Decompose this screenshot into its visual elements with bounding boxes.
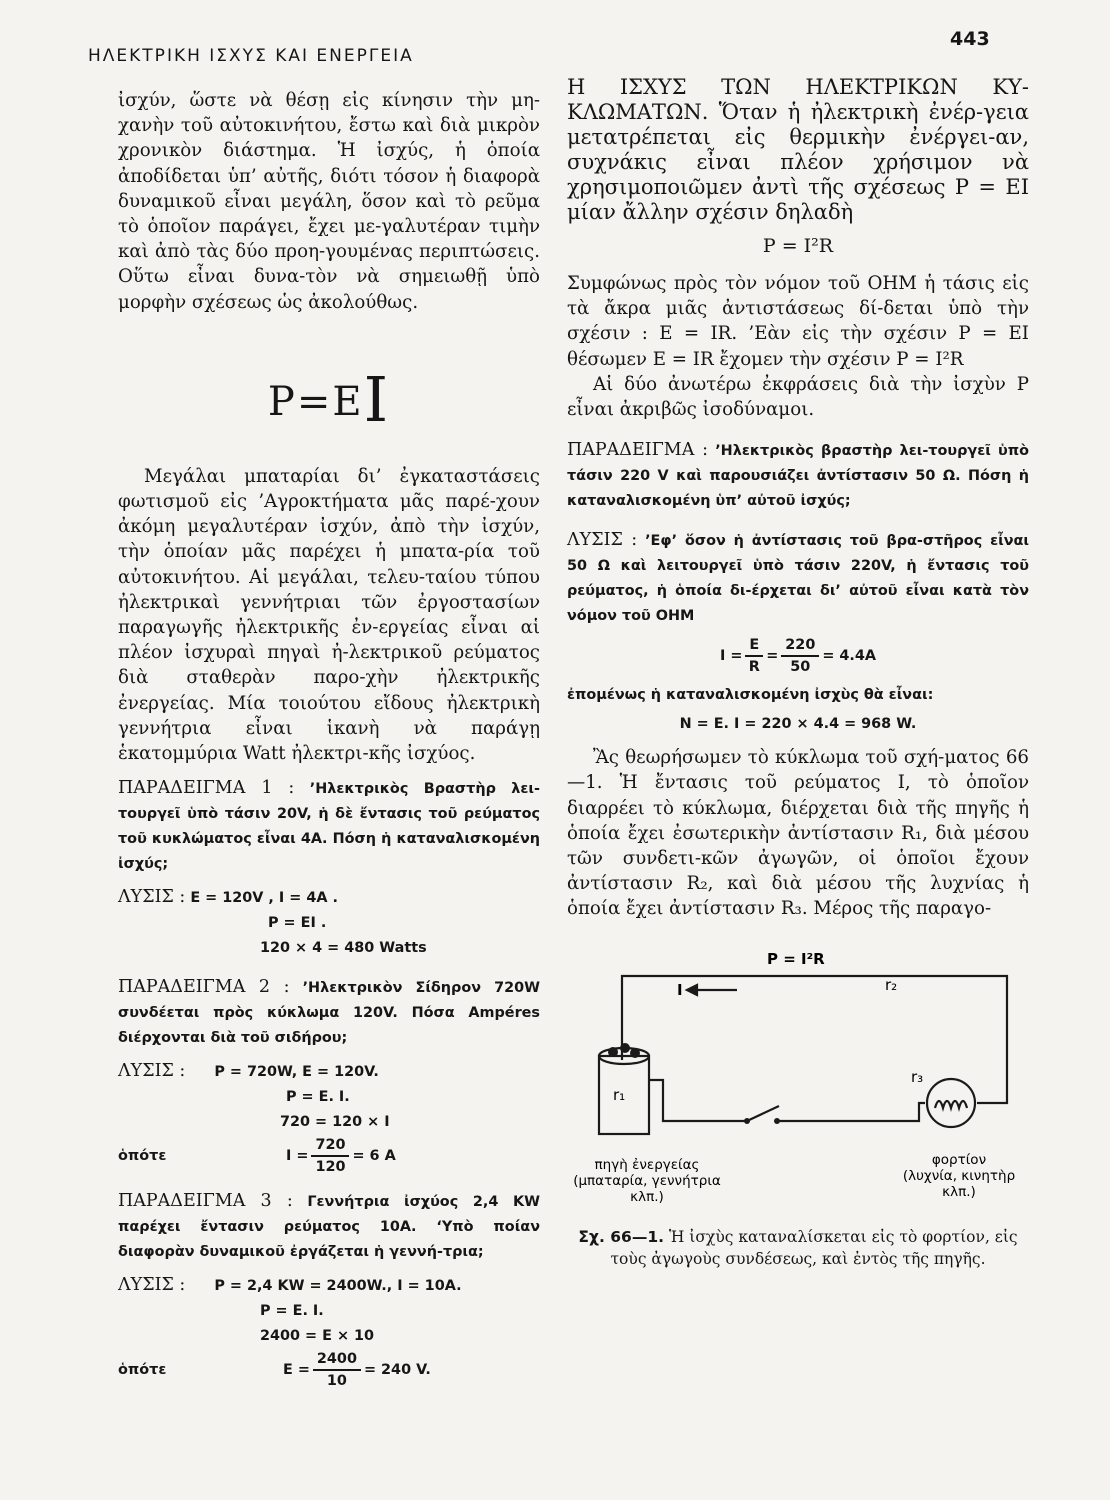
paragraph-generators: Μεγάλαι μπαταρίαι δι’ ἐγκαταστάσεις φωτισμοῦ εἰς ’Αγροκτήματα μᾶς παρέ-χουν ἀκόμη μεγαλυτέραν ἰσχύν, ἀπὸ τὴν ἰσχύν, τὴν ὁποίαν μᾶς παρέχει ἡ μπατα-ρία τοῦ αὐτοκινήτου. Αἱ μεγάλαι, τελευ-ταίου τύπου ἠλεκτρικαὶ γεννήτριαι τῶν ἐργοστασίων παραγωγῆς ἠλεκτρικῆς ἐν-εργείας εἶναι αἱ πλέον ἰσχυραὶ πηγαὶ ἠ-λεκτρικοῦ ρεύματος διὰ σταθερὰν παρο-χὴν ἠλεκτρικῆς ἐνεργείας. Μία τοιούτου εἴδους ἠλεκτρικὴ γεννήτρια εἶναι ἱκανὴ νὰ παράγῃ ἑκατομμύρια Watt ἠλεκτρι-κῆς ἰσχύος.	[118, 465, 540, 765]
battery-terminal-2	[620, 1043, 630, 1053]
solution-2-fraction-line	[118, 1135, 540, 1177]
figure-power-label: P = I²R	[767, 949, 825, 968]
example-right-label: ΠΑΡΑΔΕΙΓΜΑ :	[567, 440, 708, 461]
figure-source-line3: κλπ.)	[630, 1188, 664, 1205]
right-column	[567, 75, 1029, 1270]
solution-right-result: N = E. I = 220 × 4.4 = 968 W.	[679, 716, 917, 733]
figure-source-line2: (μπαταρία, γεννήτρια	[573, 1172, 721, 1189]
solution-3-line2: P = E. I.	[260, 1303, 324, 1320]
solution-right-text: ’Εφ’ ὅσον ἡ ἀντίστασις τοῦ βρα-στῆρος εἶναι 50 Ω καὶ λειτουργεῖ ὑπὸ τάσιν 220V, ἡ ἔντασις τοῦ ρεύματος, ἡ ὁποία δι-έρχεται δι’ αὐτοῦ εἶναι κατὰ τὸν νόμον τοῦ ΟΗΜ	[567, 533, 1030, 625]
figure-r2-label: r₂	[885, 975, 898, 994]
solution-2-label: ΛΥΣΙΣ :	[118, 1061, 186, 1082]
paragraph-ohm-law: Συμφώνως πρὸς τὸν νόμον τοῦ ΟΗΜ ἡ τάσις εἰς τὰ ἄκρα μιᾶς ἀντιστάσεως δί-δεται ὑπὸ τὴν σχέσιν : Ε = IR. ’Εὰν εἰς τὴν σχέσιν P = ΕΙ θέσωμεν Ε = IR ἔχομεν τὴν σχέσιν P = I²R	[567, 273, 1029, 370]
solution-2-frac-den: 120	[315, 1159, 346, 1176]
switch-contact-1	[744, 1118, 750, 1124]
switch-blade	[747, 1106, 779, 1121]
figure-current-label: I	[677, 980, 683, 999]
example-right	[567, 438, 1029, 514]
solution-2	[118, 1059, 540, 1177]
figure-r1-label: r₁	[613, 1085, 626, 1104]
solution-right-frac-rhs: = 4.4A	[822, 647, 877, 664]
battery-terminal-3	[630, 1048, 640, 1058]
formula-eq: =	[296, 378, 333, 425]
big-formula-pei	[118, 363, 540, 436]
example-right-text: ’Ηλεκτρικὸς βραστὴρ λει-τουργεῖ ὑπὸ τάσιν 220 V καὶ παρουσιάζει ἀντίστασιν 50 Ω. Πόση ἡ καταναλισκομένη ὑπ’ αὐτοῦ ἰσχύς;	[567, 443, 1030, 510]
left-column	[118, 88, 540, 1391]
solution-right-frac-lhs: I =	[719, 647, 743, 664]
solution-right-frac1-den: R	[748, 659, 760, 676]
solution-right-label: ΛΥΣΙΣ :	[567, 530, 638, 551]
paragraph-power-source: ἰσχύν, ὥστε νὰ θέσῃ εἰς κίνησιν τὴν μη-χανὴν τοῦ αὐτοκινήτου, ἔστω καὶ διὰ μικρὸν χρονικὸν διάστημα. Ἡ ἰσχύς, ἡ ὁποία ἀποδίδεται ὑπ’ αὐτῆς, διότι τόσον ἡ διαφορὰ δυναμικοῦ εἶναι μεγάλη, ὅσον καὶ τὸ ρεῦμα τὸ ὁποῖον παράγει, ἔχει με-γαλυτέραν τιμὴν καὶ ἀπὸ τὰς δύο προη-γουμένας περιπτώσεις. Οὕτω εἶναι δυνα-τὸν νὰ σημειωθῇ ὑπὸ μορφὴν σχέσεως ὡς ἀκολούθως.	[118, 90, 540, 313]
solution-1-line3: 120 × 4 = 480 Watts	[260, 940, 427, 957]
figure-source-line1: πηγὴ ἐνεργείας	[594, 1156, 700, 1173]
solution-right-fraction-values	[781, 635, 819, 677]
solution-1	[118, 885, 540, 961]
example-3-text: Γεννήτρια ἰσχύος 2,4 KW παρέχει ἔντασιν ρεύματος 10Α. ‘Υπὸ ποίαν διαφορὰν δυναμικοῦ ἐργάζεται ἡ γεννή-τρια;	[118, 1194, 540, 1261]
solution-3-line1: P = 2,4 KW = 2400W., I = 10A.	[214, 1278, 462, 1295]
solution-1-line1: Ε = 120V , I = 4Α .	[190, 890, 338, 907]
figure-load-line3: κλπ.)	[942, 1183, 976, 1200]
figure-caption	[567, 1226, 1029, 1270]
lamp-circle	[927, 1079, 975, 1127]
solution-right	[567, 528, 1029, 629]
solution-right-fraction-line: I = $\frac{E}{R}$ = $\frac{220}{50}$ = 4.4A	[719, 637, 877, 676]
switch-contact-2	[774, 1118, 780, 1124]
paragraph-circuit: Ἂς θεωρήσωμεν τὸ κύκλωμα τοῦ σχή-ματος 66—1. Ἡ ἔντασις τοῦ ρεύματος I, τὸ ὁποῖον διαρρέει τὸ κύκλωμα, διέρχεται διὰ τῆς πηγῆς ἡ ὁποία ἔχει ἐσωτερικὴν ἀντίστασιν R₁, διὰ μέσου τῶν συνδετι-κῶν ἀγωγῶν, οἱ ὁποῖοι ἔχουν ἀντίστασιν R₂, καὶ διὰ μέσου τῆς λυχνίας ἡ ὁποία ἔχει ἀντίστασιν R₃. Μέρος τῆς παραγο-	[567, 747, 1029, 920]
formula-p: P	[267, 378, 297, 425]
solution-right-consequently: ἐπομένως ἡ καταναλισκομένη ἰσχὺς θὰ εἶναι:	[567, 687, 934, 704]
solution-3-frac-den: 10	[326, 1373, 347, 1390]
solution-3-opote: ὁπότε	[118, 1361, 167, 1378]
example-2	[118, 975, 540, 1051]
solution-1-label: ΛΥΣΙΣ :	[118, 887, 186, 908]
example-1-text: ’Ηλεκτρικὸς Βραστὴρ λει-τουργεῖ ὑπὸ τάσιν 20V, ἡ δὲ ἔντασις τοῦ ρεύματος τοῦ κυκλώματος εἶναι 4Α. Πόση ἡ καταναλισκομένη ἰσχύς;	[118, 781, 540, 873]
example-2-text: ’Ηλεκτρικὸν Σίδηρον 720W συνδέεται πρὸς κύκλωμα 120V. Πόσα Ampéres διέρχονται διὰ τοῦ σιδήρου;	[118, 980, 540, 1047]
figure-caption-label: Σχ. 66—1.	[578, 1227, 665, 1246]
lamp-filament	[935, 1101, 967, 1108]
solution-1-line2: P = ΕΙ .	[268, 915, 327, 932]
solution-right-fraction-er	[745, 635, 763, 677]
battery-terminal-1	[608, 1047, 618, 1057]
solution-3-frac-lhs: E =	[283, 1361, 310, 1378]
solution-right-frac1-num: E	[745, 635, 763, 657]
current-arrowhead	[687, 985, 697, 995]
example-2-label: ΠΑΡΑΔΕΙΓΜΑ 2 :	[118, 977, 290, 998]
bottom-wire-left	[649, 1080, 747, 1121]
example-3	[118, 1189, 540, 1265]
formula-e: E	[332, 378, 364, 425]
solution-2-line1: P = 720W, E = 120V.	[214, 1064, 379, 1081]
solution-3-label: ΛΥΣΙΣ :	[118, 1275, 186, 1296]
bottom-wire-right	[775, 1103, 925, 1121]
solution-2-fraction	[311, 1135, 349, 1177]
example-1-label: ΠΑΡΑΔΕΙΓΜΑ 1 :	[118, 778, 295, 799]
solution-right-frac2-den: 50	[790, 659, 811, 676]
figure-caption-text: Ἡ ἰσχὺς καταναλίσκεται εἰς τὸ φορτίον, εἰς τοὺς ἀγωγοὺς συνδέσεως, καὶ ἐντὸς τῆς πηγῆς.	[610, 1227, 1018, 1268]
solution-2-opote: ὁπότε	[118, 1147, 167, 1164]
solution-2-line3: 720 = 120 × I	[280, 1114, 390, 1131]
solution-right-frac2-num: 220	[781, 635, 819, 657]
solution-3-line3: 2400 = E × 10	[260, 1328, 375, 1345]
example-3-label: ΠΑΡΑΔΕΙΓΜΑ 3 :	[118, 1191, 293, 1212]
section-title-paragraph: Η ΙΣΧΥΣ ΤΩΝ ΗΛΕΚΤΡΙΚΩΝ ΚΥ-ΚΛΩΜΑΤΩΝ. Ὅταν ἡ ἠλεκτρικὴ ἐνέρ-γεια μετατρέπεται εἰς θερμικὴν ἐνέργει-αν, συχνάκις εἶναι πλέον χρήσιμον νὰ χρησιμοποιῶμεν ἀντὶ τῆς σχέσεως P = ΕΙ μίαν ἄλλην σχέσιν δηλαδὴ	[567, 75, 1029, 224]
solution-3	[118, 1273, 540, 1391]
solution-2-frac-lhs: I =	[286, 1147, 309, 1164]
figure-r3-label: r₃	[911, 1067, 924, 1086]
figure-load-line2: (λυχνία, κινητὴρ	[902, 1167, 1016, 1184]
solution-3-fraction-line	[118, 1349, 540, 1391]
formula-i: I	[363, 362, 391, 436]
solution-2-frac-num: 720	[311, 1135, 349, 1157]
formula-p-i2r: P = I²R	[762, 235, 834, 257]
circuit-figure	[567, 928, 1029, 1220]
running-header: ΗΛΕΚΤΡΙΚΗ ΙΣΧΥΣ ΚΑΙ ΕΝΕΡΓΕΙΑ	[88, 46, 414, 66]
paragraph-equivalent: Αἱ δύο ἀνωτέρω ἐκφράσεις διὰ τὴν ἰσχὺν P εἶναι ἀκριβῶς ἰσοδύναμοι.	[567, 373, 1029, 421]
solution-3-frac-num: 2400	[313, 1349, 361, 1371]
solution-2-frac-rhs: = 6 A	[352, 1147, 396, 1164]
solution-3-frac-rhs: = 240 V.	[363, 1361, 431, 1378]
example-1	[118, 776, 540, 877]
figure-load-line1: φορτίον	[931, 1151, 987, 1168]
solution-3-fraction	[313, 1349, 361, 1391]
page-number: 443	[950, 28, 990, 50]
solution-2-line2: P = E. I.	[286, 1089, 350, 1106]
